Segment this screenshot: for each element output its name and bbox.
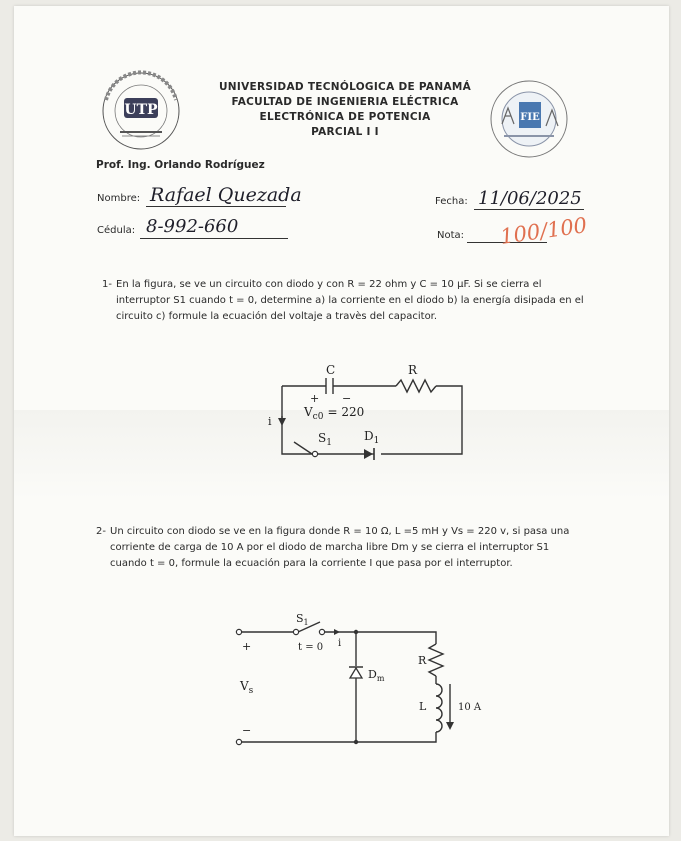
circuit-1-diagram — [256, 360, 476, 470]
id-value: 8-992-660 — [146, 216, 239, 237]
circuit-1-current: i — [268, 415, 272, 428]
date-line — [474, 209, 584, 210]
circuit-2-res-label: R — [418, 654, 427, 667]
question-2-text: Un circuito con diodo se ve en la figura donde R = 10 Ω, L =5 mH y Vs = 220 v, si pasa una corriente de carga de 10 A por el diodo de marcha libre Dm y se cierra el interruptor S1 cuando t = 0, formule la ecuación para la corriente I que pasa por el interruptor. — [110, 526, 570, 569]
question-1-text: En la figura, se ve un circuito con diodo y con R = 22 ohm y C = 10 µF. Si se cierra el interruptor S1 cuando t = 0, determine a) la corriente en el diodo b) la energía disipada en el circuito c) formule la ecuación del voltaje a travès del capacitor. — [116, 279, 584, 322]
exam-header — [180, 80, 510, 140]
circuit-1-diode-label: $D_1$ — [364, 429, 380, 446]
id-line — [140, 238, 288, 239]
circuit-2-load-current: 10 A — [458, 702, 482, 713]
exam-name: PARCIAL I I — [311, 126, 379, 138]
circuit-2-source: $V_s$ — [240, 679, 254, 696]
utp-logo-text: UTP — [124, 102, 158, 118]
utp-logo — [100, 70, 182, 152]
date-value: 11/06/2025 — [478, 188, 582, 209]
circuit-2-switch-label: $S_1$ — [296, 612, 309, 627]
circuit-1-vc0: $V_{c0} = 220$ — [304, 405, 365, 422]
circuit-2-plus: + — [242, 640, 252, 653]
question-2-number: 2- — [96, 526, 106, 537]
circuit-1-res-label: R — [408, 363, 418, 377]
grade-value: 100/100 — [498, 213, 589, 249]
professor-name: Prof. Ing. Orlando Rodríguez — [96, 159, 265, 171]
question-2 — [96, 524, 580, 572]
question-1-number: 1- — [102, 279, 112, 290]
grade-label: Nota: — [437, 230, 465, 241]
circuit-2-current: i — [338, 638, 342, 649]
circuit-1-cap-label: C — [326, 363, 336, 377]
circuit-2-t0: t = 0 — [298, 642, 324, 653]
id-label: Cédula: — [97, 225, 136, 236]
name-value: Rafael Quezada — [150, 184, 302, 206]
circuit-2-diode-label: $D_m$ — [368, 668, 385, 683]
circuit-1-switch-label: $S_1$ — [318, 431, 332, 448]
question-1 — [102, 277, 586, 325]
faculty-name: FACULTAD DE INGENIERIA ELÉCTRICA — [231, 96, 459, 108]
circuit-2-ind-label: L — [419, 700, 427, 713]
date-label: Fecha: — [435, 196, 468, 207]
circuit-2-diagram — [228, 610, 498, 770]
circuit-1-minus: − — [342, 392, 352, 405]
university-name: UNIVERSIDAD TECNÓLOGICA DE PANAMÁ — [218, 81, 472, 93]
name-line — [146, 206, 286, 207]
circuit-1-plus: + — [310, 392, 320, 405]
course-name: ELECTRÓNICA DE POTENCIA — [259, 111, 431, 123]
fie-logo-text: FIE — [520, 112, 540, 123]
circuit-2-minus: − — [242, 724, 252, 737]
name-label: Nombre: — [97, 193, 141, 204]
